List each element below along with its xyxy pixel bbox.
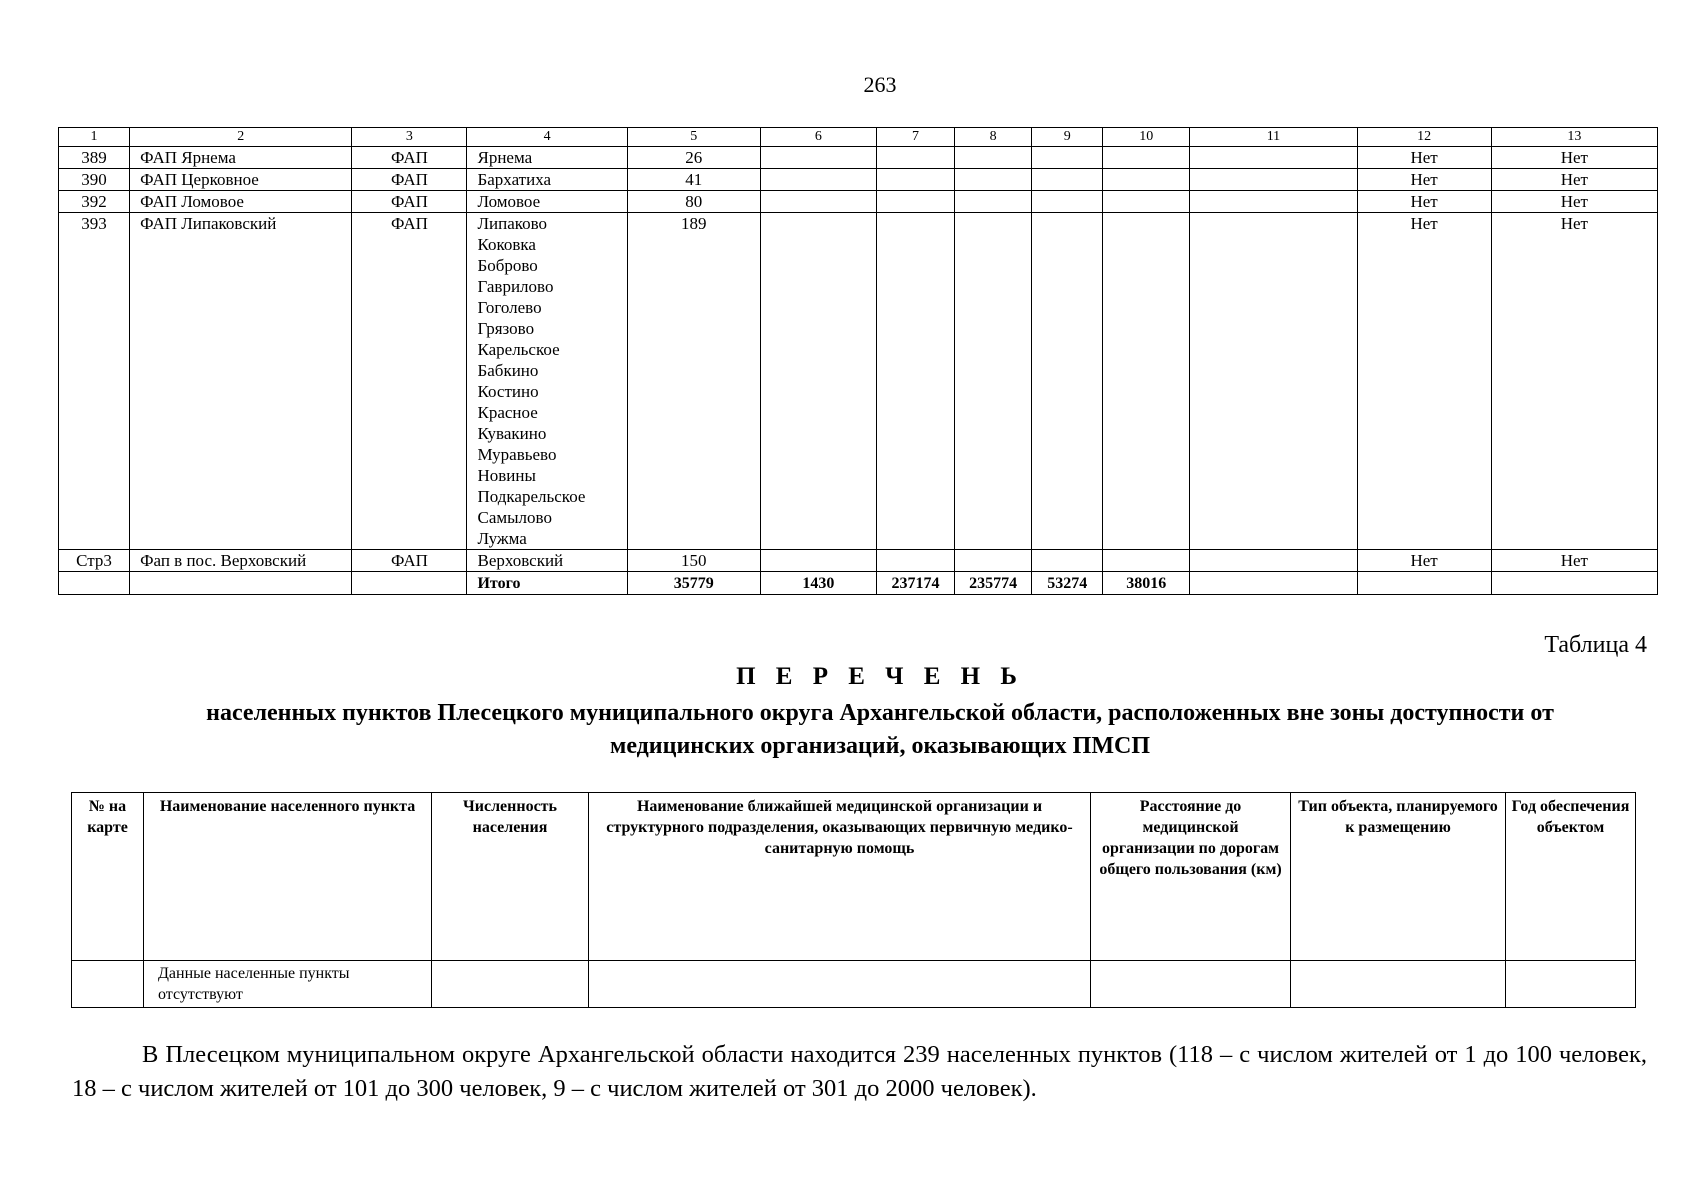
total-col8: 235774 <box>955 572 1032 595</box>
table-row <box>59 213 1658 550</box>
settlement-name: Липаково <box>477 214 548 233</box>
row-number: 390 <box>59 169 130 191</box>
population: 26 <box>627 147 760 169</box>
col13-value: Нет <box>1491 213 1657 550</box>
column-number: 10 <box>1103 128 1190 147</box>
table-row <box>72 961 1636 1008</box>
row-number: 389 <box>59 147 130 169</box>
col13-value: Нет <box>1491 147 1657 169</box>
col12-value: Нет <box>1357 191 1491 213</box>
settlement-name: Подкарельское <box>477 487 586 506</box>
population: 150 <box>627 550 760 572</box>
row-number: 393 <box>59 213 130 550</box>
settlement-name: Кувакино <box>477 424 547 443</box>
header-object-type: Тип объекта, планируемого к размещению <box>1291 793 1506 961</box>
settlement-name: Гаврилово <box>477 277 554 296</box>
facility-name: ФАП Церковное <box>130 169 352 191</box>
facility-type: ФАП <box>352 147 467 169</box>
settlement-list <box>467 213 627 550</box>
population: 189 <box>627 213 760 550</box>
facility-type: ФАП <box>352 169 467 191</box>
column-number: 5 <box>627 128 760 147</box>
settlement-name: Костино <box>477 382 539 401</box>
settlement-name: Новины <box>477 466 536 485</box>
settlement-name: Муравьево <box>477 445 557 464</box>
document-subtitle: населенных пунктов Плесецкого муниципального округа Архангельской области, расположенных вне зоны доступности от медицинских организаций, оказывающих ПМСП <box>206 700 1554 759</box>
col12-value: Нет <box>1357 169 1491 191</box>
column-number: 12 <box>1357 128 1491 147</box>
header-distance: Расстояние до медицинской организации по дорогам общего пользования (км) <box>1091 793 1291 961</box>
facility-type: ФАП <box>352 550 467 572</box>
facility-type: ФАП <box>352 191 467 213</box>
col13-value: Нет <box>1491 550 1657 572</box>
population: 41 <box>627 169 760 191</box>
header-nearest-organization: Наименование ближайшей медицинской организации и структурного подразделения, оказывающих первичную медико-санитарную помощь <box>589 793 1091 961</box>
header-population: Численность населения <box>432 793 589 961</box>
total-col5: 35779 <box>627 572 760 595</box>
header-settlement-name: Наименование населенного пункта <box>144 793 432 961</box>
summary-paragraph: В Плесецком муниципальном округе Архангельской области находится 239 населенных пунктов (118 – с числом жителей от 1 до 100 человек, 18 – с числом жителей от 101 до 300 человек, 9 – с числом жителей от 301 до 2000 человек). <box>72 1041 1647 1102</box>
column-number-row <box>59 128 1658 147</box>
settlement-name: Бархатиха <box>477 170 552 189</box>
no-settlements-note: Данные населенные пункты отсутствуют <box>144 961 432 1008</box>
facility-name: ФАП Ломовое <box>130 191 352 213</box>
settlement-name: Боброво <box>477 256 538 275</box>
total-col9: 53274 <box>1032 572 1103 595</box>
total-col7: 237174 <box>876 572 954 595</box>
facility-type: ФАП <box>352 213 467 550</box>
total-col6: 1430 <box>760 572 876 595</box>
total-label: Итого <box>467 572 627 595</box>
column-number: 9 <box>1032 128 1103 147</box>
page-number: 263 <box>863 72 897 97</box>
header-row <box>72 793 1636 961</box>
facility-name: ФАП Ярнема <box>130 147 352 169</box>
row-number: 392 <box>59 191 130 213</box>
settlement-name: Гоголево <box>477 298 542 317</box>
column-number: 13 <box>1491 128 1657 147</box>
facility-name: ФАП Липаковский <box>130 213 352 550</box>
settlement-list <box>467 169 627 191</box>
settlement-name: Верховский <box>477 551 564 570</box>
column-number: 4 <box>467 128 627 147</box>
table-row <box>59 169 1658 191</box>
facility-name: Фап в пос. Верховский <box>130 550 352 572</box>
column-number: 7 <box>876 128 954 147</box>
settlement-name: Бабкино <box>477 361 539 380</box>
table-row <box>59 550 1658 572</box>
table-label: Таблица 4 <box>1544 632 1647 658</box>
document-title: П Е Р Е Ч Е Н Ь <box>736 663 1024 690</box>
facilities-table <box>58 127 1658 595</box>
table-row <box>59 147 1658 169</box>
total-row <box>59 572 1658 595</box>
settlement-name: Лужма <box>477 529 527 548</box>
column-number: 2 <box>130 128 352 147</box>
table-row <box>59 191 1658 213</box>
population: 80 <box>627 191 760 213</box>
settlement-list <box>467 191 627 213</box>
col12-value: Нет <box>1357 147 1491 169</box>
header-year: Год обеспечения объектом <box>1506 793 1636 961</box>
settlement-name: Коковка <box>477 235 536 254</box>
total-col10: 38016 <box>1103 572 1190 595</box>
col13-value: Нет <box>1491 169 1657 191</box>
settlements-outside-zone-table <box>71 792 1636 1008</box>
settlement-name: Ломовое <box>477 192 541 211</box>
col12-value: Нет <box>1357 550 1491 572</box>
col12-value: Нет <box>1357 213 1491 550</box>
settlement-name: Красное <box>477 403 538 422</box>
column-number: 3 <box>352 128 467 147</box>
settlement-list <box>467 147 627 169</box>
settlement-name: Самылово <box>477 508 552 527</box>
settlement-name: Грязово <box>477 319 535 338</box>
settlement-name: Карельское <box>477 340 560 359</box>
header-map-number: № на карте <box>72 793 144 961</box>
row-number: Стр3 <box>59 550 130 572</box>
settlement-name: Ярнема <box>477 148 533 167</box>
column-number: 6 <box>760 128 876 147</box>
col13-value: Нет <box>1491 191 1657 213</box>
column-number: 8 <box>955 128 1032 147</box>
column-number: 11 <box>1190 128 1357 147</box>
column-number: 1 <box>59 128 130 147</box>
settlement-list <box>467 550 627 572</box>
